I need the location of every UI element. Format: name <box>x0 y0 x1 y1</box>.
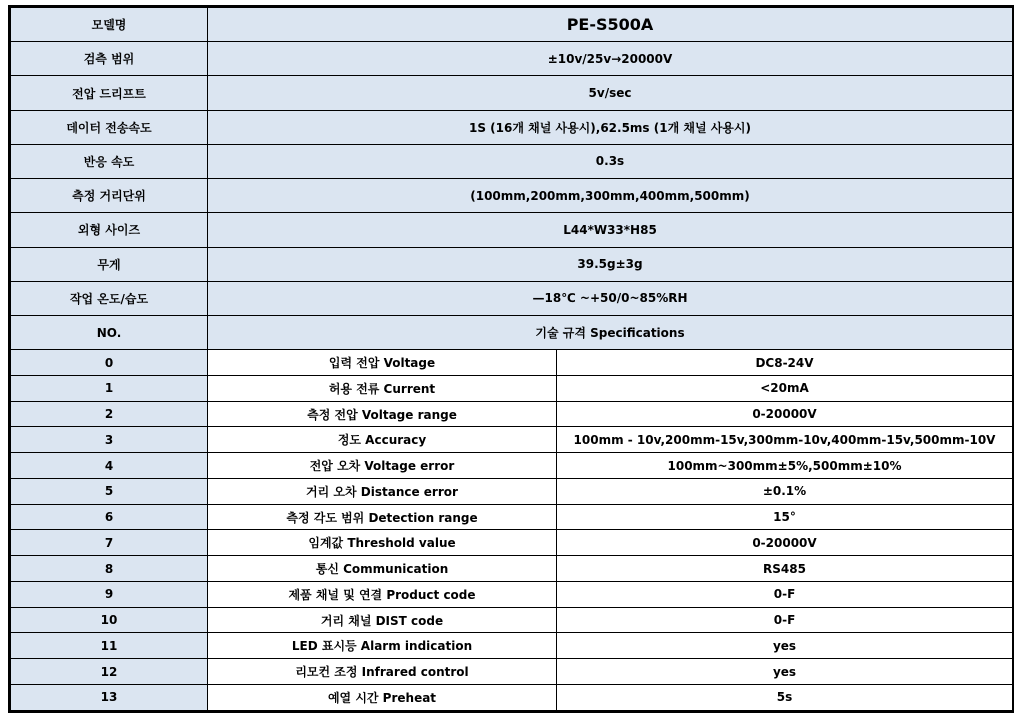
row-item: 거리 채널 DIST code <box>208 607 557 633</box>
row-item: LED 표시등 Alarm indication <box>208 633 557 659</box>
spec-row-transfer-rate <box>11 110 1013 144</box>
row-number: 11 <box>11 633 208 659</box>
table-row <box>11 453 1013 479</box>
table-row <box>11 401 1013 427</box>
table-row <box>11 350 1013 376</box>
row-item: 리모컨 조정 Infrared control <box>208 659 557 685</box>
spec-value: L44*W33*H85 <box>208 213 1013 247</box>
table-row <box>11 659 1013 685</box>
table-row <box>11 684 1013 710</box>
spec-label: 데이터 전송속도 <box>11 110 208 144</box>
spec-row-range <box>11 42 1013 76</box>
row-value: ±0.1% <box>557 478 1013 504</box>
table-row <box>11 633 1013 659</box>
row-value: 100mm - 10v,200mm-15v,300mm-10v,400mm-15v,500mm-10V <box>557 427 1013 453</box>
table-row <box>11 556 1013 582</box>
header-no: NO. <box>11 315 208 349</box>
row-value: 100mm~300mm±5%,500mm±10% <box>557 453 1013 479</box>
row-number: 8 <box>11 556 208 582</box>
table-row <box>11 504 1013 530</box>
row-number: 5 <box>11 478 208 504</box>
spec-row-distance-unit <box>11 179 1013 213</box>
spec-label: 전압 드리프트 <box>11 76 208 110</box>
spec-table <box>10 7 1013 711</box>
table-row <box>11 478 1013 504</box>
row-item: 입력 전압 Voltage <box>208 350 557 376</box>
row-item: 거리 오차 Distance error <box>208 478 557 504</box>
row-item: 예열 시간 Preheat <box>208 684 557 710</box>
row-number: 12 <box>11 659 208 685</box>
spec-label: 작업 온도/습도 <box>11 281 208 315</box>
spec-label: 검측 범위 <box>11 42 208 76</box>
row-number: 0 <box>11 350 208 376</box>
table-row <box>11 427 1013 453</box>
row-item: 임계값 Threshold value <box>208 530 557 556</box>
table-header-row <box>11 315 1013 349</box>
spec-row-response <box>11 144 1013 178</box>
spec-value: —18℃ ~+50/0~85%RH <box>208 281 1013 315</box>
row-item: 정도 Accuracy <box>208 427 557 453</box>
spec-value: 1S (16개 채널 사용시),62.5ms (1개 채널 사용시) <box>208 110 1013 144</box>
row-item: 허용 전류 Current <box>208 375 557 401</box>
table-row <box>11 581 1013 607</box>
row-value: yes <box>557 659 1013 685</box>
row-value: DC8-24V <box>557 350 1013 376</box>
row-value: 0-F <box>557 581 1013 607</box>
spec-row-size <box>11 213 1013 247</box>
row-value: RS485 <box>557 556 1013 582</box>
row-value: yes <box>557 633 1013 659</box>
spec-value: 39.5g±3g <box>208 247 1013 281</box>
spec-value: ±10v/25v→20000V <box>208 42 1013 76</box>
spec-label: 무게 <box>11 247 208 281</box>
row-value: 0-20000V <box>557 530 1013 556</box>
spec-row-temperature <box>11 281 1013 315</box>
spec-sheet <box>8 5 1014 713</box>
row-number: 9 <box>11 581 208 607</box>
spec-row-drift <box>11 76 1013 110</box>
row-number: 13 <box>11 684 208 710</box>
row-item: 통신 Communication <box>208 556 557 582</box>
row-value: 15° <box>557 504 1013 530</box>
row-item: 측정 각도 범위 Detection range <box>208 504 557 530</box>
row-number: 10 <box>11 607 208 633</box>
row-number: 3 <box>11 427 208 453</box>
row-value: 5s <box>557 684 1013 710</box>
model-value: PE-S500A <box>208 8 1013 42</box>
row-value: 0-F <box>557 607 1013 633</box>
spec-label: 외형 사이즈 <box>11 213 208 247</box>
model-label: 모델명 <box>11 8 208 42</box>
spec-label: 측정 거리단위 <box>11 179 208 213</box>
row-number: 7 <box>11 530 208 556</box>
spec-value: 5v/sec <box>208 76 1013 110</box>
row-number: 2 <box>11 401 208 427</box>
table-row <box>11 375 1013 401</box>
spec-row-weight <box>11 247 1013 281</box>
row-value: <20mA <box>557 375 1013 401</box>
header-title: 기술 규격 Specifications <box>208 315 1013 349</box>
table-row <box>11 607 1013 633</box>
row-value: 0-20000V <box>557 401 1013 427</box>
row-number: 4 <box>11 453 208 479</box>
row-item: 전압 오차 Voltage error <box>208 453 557 479</box>
table-row <box>11 530 1013 556</box>
row-item: 측정 전압 Voltage range <box>208 401 557 427</box>
row-number: 1 <box>11 375 208 401</box>
model-row <box>11 8 1013 42</box>
row-number: 6 <box>11 504 208 530</box>
spec-label: 반응 속도 <box>11 144 208 178</box>
spec-value: (100mm,200mm,300mm,400mm,500mm) <box>208 179 1013 213</box>
row-item: 제품 채널 및 연결 Product code <box>208 581 557 607</box>
spec-value: 0.3s <box>208 144 1013 178</box>
